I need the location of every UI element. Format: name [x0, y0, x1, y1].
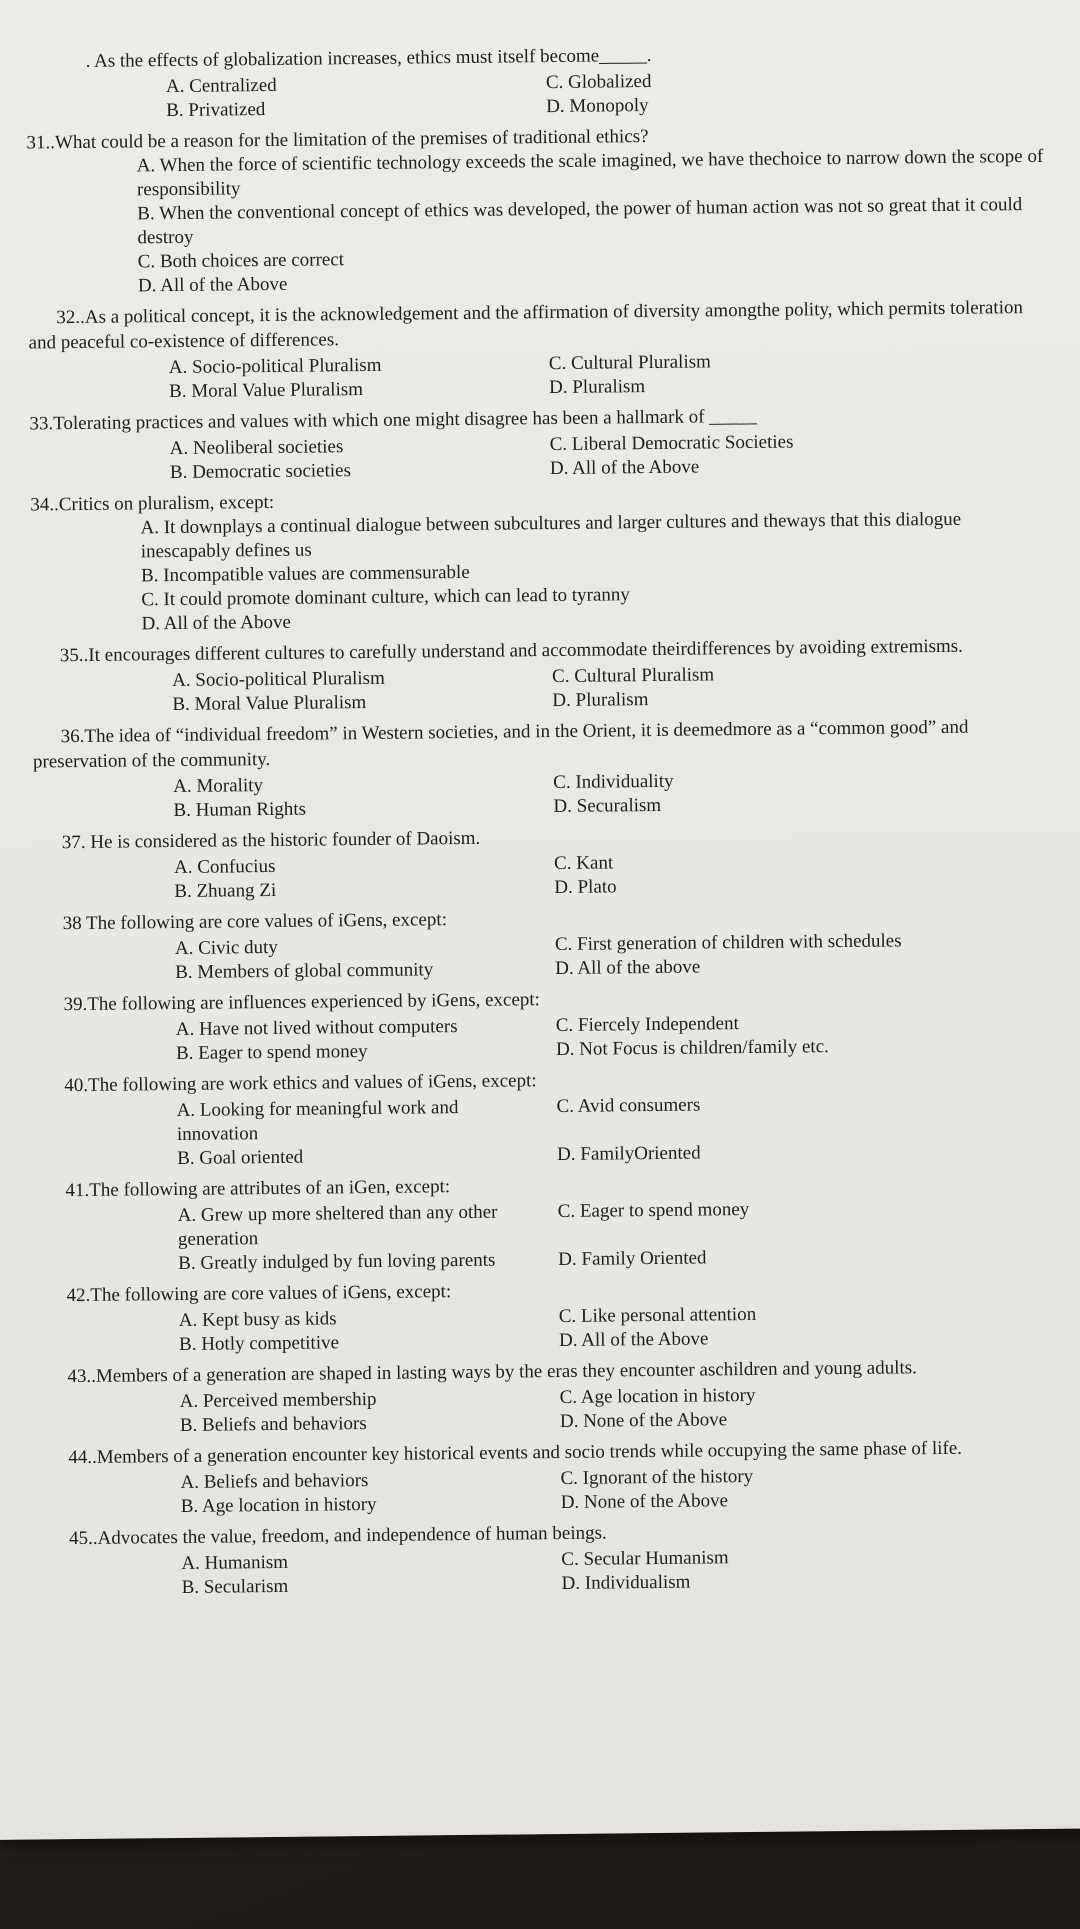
option-a: A. Confucius	[173, 855, 276, 879]
question-stem: 37. He is considered as the historic founder of Daoism.	[61, 827, 481, 854]
question-stem: 44..Members of a generation encounter key historical events and socio trends while occupying the same phase of life.	[68, 1437, 963, 1469]
option-c: C. Both choices are correct	[137, 249, 345, 273]
question-stem: 45..Advocates the value, freedom, and independence of human beings.	[69, 1522, 607, 1550]
question-stem: 35..It encourages different cultures to carefully understand and accommodate theirdifferences by avoiding extremisms.	[59, 635, 963, 667]
question-41	[37, 1168, 1058, 1278]
option-d: D. All of the Above	[558, 1328, 709, 1352]
question-stem: 34..Critics on pluralism, except:	[30, 491, 275, 516]
option-b: B. Members of global community	[175, 959, 434, 984]
option-d: D. Not Focus is children/family etc.	[555, 1036, 829, 1061]
option-b: B. Beliefs and behaviors	[179, 1413, 367, 1436]
option-c: C. Age location in history	[559, 1384, 756, 1409]
question-42	[38, 1273, 1059, 1359]
option-c: C. First generation of children with schedules	[554, 930, 902, 956]
option-d: D. All of the above	[555, 956, 701, 980]
option-d: D. None of the Above	[559, 1409, 728, 1433]
option-c: C. Kant	[553, 852, 614, 875]
question-stem: 33.Tolerating practices and values with which one might disagree has been a hallmark of _____	[29, 405, 757, 435]
option-b: B. Human Rights	[173, 798, 307, 822]
option-a: A. Civic duty	[174, 936, 278, 960]
option-a: A. Socio-political Pluralism	[168, 354, 382, 379]
option-a: A. Morality	[173, 775, 264, 798]
option-a: A. Kept busy as kids	[178, 1308, 337, 1331]
question-stem: 40.The following are work ethics and values of iGens, except:	[64, 1070, 537, 1097]
question-stem: 31..What could be a reason for the limitation of the premises of traditional ethics?	[26, 126, 649, 154]
option-d: D. Securalism	[553, 794, 662, 818]
question-stem: 41.The following are attributes of an iGen, except:	[65, 1176, 451, 1202]
question-38	[35, 901, 1056, 987]
option-d: D. FamilyOriented	[557, 1142, 701, 1166]
option-d: D. Individualism	[561, 1571, 691, 1594]
option-a: A. Neoliberal societies	[169, 436, 344, 460]
option-d: D. Plato	[554, 876, 617, 899]
option-d: D. All of the Above	[137, 273, 288, 297]
option-b: B. Privatized	[166, 99, 266, 122]
question-list	[26, 39, 1062, 1608]
question-35	[32, 633, 1053, 719]
option-c: C. Individuality	[553, 770, 674, 794]
option-b: B. Democratic societies	[169, 460, 352, 484]
question-33	[29, 401, 1050, 487]
question-34	[30, 482, 1051, 638]
option-d: D. All of the Above	[141, 611, 292, 635]
option-b: B. Greatly indulged by fun loving parents	[178, 1249, 496, 1274]
option-d: D. All of the Above	[549, 456, 700, 480]
option-b: B. Moral Value Pluralism	[169, 379, 364, 403]
option-a: A. Perceived membership	[179, 1388, 377, 1412]
option-b: B. Eager to spend money	[175, 1040, 368, 1065]
option-d: D. Pluralism	[548, 376, 646, 399]
question-stem: 32..As a political concept, it is the acknowledgement and the affirmation of diversity amongthe polity, which permits toleration and peaceful co-existence of differences.	[28, 297, 1024, 354]
question-stem: 43..Members of a generation are shaped in lasting ways by the eras they encounter aschildren and young adults.	[67, 1357, 917, 1388]
question-stem: 38 The following are core values of iGens, except:	[62, 909, 448, 935]
question-stem: . As the effects of globalization increases, ethics must itself become_____.	[85, 44, 652, 72]
option-c: C. It could promote dominant culture, which can lead to tyranny	[141, 584, 630, 611]
question-44	[40, 1435, 1061, 1521]
option-a: A. Socio-political Pluralism	[172, 667, 385, 692]
question-31	[26, 120, 1048, 300]
option-c: C. Cultural Pluralism	[548, 351, 711, 375]
option-a: A. It downplays a continual dialogue between subcultures and larger cultures and theways that this dialogue inescapably defines us	[140, 508, 962, 563]
option-d: D. None of the Above	[560, 1490, 729, 1514]
question-30	[26, 39, 1047, 125]
option-c: C. Cultural Pluralism	[552, 664, 715, 688]
option-b: B. Incompatible values are commensurable	[140, 561, 470, 587]
option-b: B. Zhuang Zi	[174, 879, 277, 903]
option-c: C. Avid consumers	[556, 1094, 701, 1118]
option-c: C. Fiercely Independent	[555, 1013, 739, 1037]
option-d: D. Pluralism	[552, 689, 649, 712]
option-b: B. Hotly competitive	[178, 1332, 340, 1355]
option-a: A. Humanism	[181, 1551, 289, 1574]
question-39	[35, 982, 1056, 1068]
option-c: C. Like personal attention	[558, 1303, 757, 1328]
option-a: A. When the force of scientific technology exceeds the scale imagined, we have thechoice to narrow down the scope of responsibility	[136, 145, 1044, 201]
question-32	[28, 295, 1049, 406]
option-a: A. Centralized	[165, 74, 277, 98]
option-c: C. Secular Humanism	[561, 1547, 729, 1570]
option-a: A. Grew up more sheltered than any other generation	[177, 1201, 498, 1250]
question-37	[34, 820, 1055, 906]
option-b: B. Moral Value Pluralism	[172, 691, 367, 716]
option-a: A. Have not lived without computers	[175, 1016, 458, 1041]
option-c: C. Globalized	[545, 70, 652, 94]
option-d: D. Monopoly	[546, 95, 649, 118]
option-c: C. Eager to spend money	[557, 1199, 750, 1223]
question-stem: 39.The following are influences experienced by iGens, except:	[63, 989, 541, 1016]
question-45	[41, 1516, 1062, 1602]
option-b: B. Secularism	[181, 1575, 289, 1598]
question-stem: 36.The idea of “individual freedom” in Western societies, and in the Orient, it is deemedmore as a “common good” and preservation of the community.	[32, 716, 969, 773]
option-c: C. Ignorant of the history	[560, 1465, 754, 1490]
option-c: C. Liberal Democratic Societies	[549, 431, 794, 456]
option-d: D. Family Oriented	[558, 1247, 707, 1271]
option-b: B. Goal oriented	[177, 1146, 304, 1169]
question-stem: 42.The following are core values of iGens, except:	[66, 1281, 452, 1307]
option-b: B. When the conventional concept of ethics was developed, the power of human action was not so great that it could destroy	[137, 194, 1023, 249]
option-a: A. Looking for meaningful work and innovation	[176, 1097, 459, 1145]
option-a: A. Beliefs and behaviors	[180, 1470, 369, 1493]
question-40	[36, 1063, 1057, 1173]
question-36	[33, 714, 1054, 825]
option-b: B. Age location in history	[180, 1493, 377, 1517]
question-43	[39, 1354, 1060, 1440]
